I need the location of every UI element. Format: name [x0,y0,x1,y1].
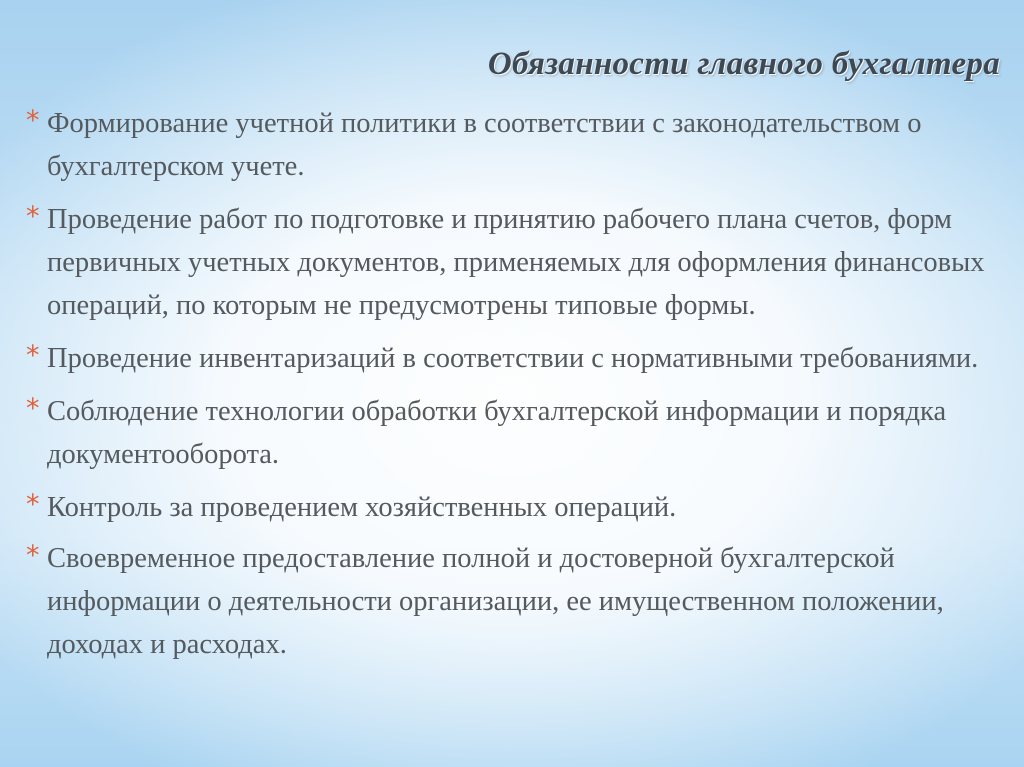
list-item [26,337,1001,380]
bullet-list [26,102,1001,676]
asterisk-icon: * [26,201,40,232]
asterisk-icon: * [26,540,40,571]
asterisk-icon: * [26,105,40,136]
list-item [26,390,1001,476]
bullet-text: Проведение инвентаризаций в соответствии с нормативными требованиями. [47,343,979,374]
slide-title: Обязанности главного бухгалтера [487,46,1000,82]
bullet-text: Проведение работ по подготовке и принятию рабочего плана счетов, форм первичных учетных документов, применяемых для оформления финансовых операций, по которым не предусмотрены типовые формы. [47,204,985,321]
bullet-text: Формирование учетной политики в соответствии с законодательством о бухгалтерском учете. [47,108,922,182]
list-item [26,198,1001,327]
list-item [26,102,1001,188]
asterisk-icon: * [26,340,40,371]
list-item [26,537,1001,666]
asterisk-icon: * [26,393,40,424]
list-item [26,486,1001,529]
bullet-text: Контроль за проведением хозяйственных операций. [47,492,677,523]
bullet-text: Соблюдение технологии обработки бухгалтерской информации и порядка документооборота. [47,396,947,470]
bullet-text: Своевременное предоставление полной и достоверной бухгалтерской информации о деятельности организации, ее имущественном положении, доходах и расходах. [47,543,944,660]
asterisk-icon: * [26,489,40,520]
